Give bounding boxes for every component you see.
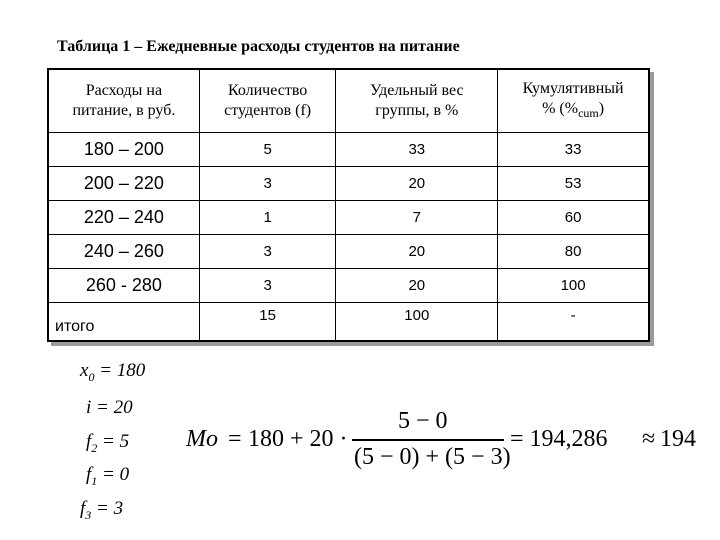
- table-cell: 3: [199, 269, 336, 303]
- table-cell: 7: [336, 201, 498, 235]
- table-cell: 200 – 220: [48, 167, 199, 201]
- formula-result: 194: [660, 426, 696, 452]
- formula-denominator: (5 − 0) + (5 − 3): [354, 444, 511, 470]
- table-row: [48, 235, 649, 269]
- param-f2: $f_2 = 5$: [86, 431, 130, 455]
- expenses-table: [47, 68, 650, 342]
- table-row-total: [48, 303, 649, 342]
- table-header-row: [48, 69, 649, 133]
- param-i: i = 20: [86, 397, 133, 418]
- formula-equals: =: [228, 426, 242, 452]
- param-f1: $f_1 = 0$: [86, 464, 130, 488]
- header-cell-share: Удельный вес группы, в %: [336, 69, 498, 133]
- header-cell-count: Количество студентов (f): [199, 69, 336, 133]
- table-cell: 80: [498, 235, 649, 269]
- table-row: [48, 201, 649, 235]
- table-cell: 3: [199, 235, 336, 269]
- table-cell: -: [498, 303, 649, 342]
- table-cell-total-label: итого: [48, 303, 199, 342]
- table-cell: 20: [336, 269, 498, 303]
- formula-lhs: Mo: [186, 426, 218, 452]
- table-cell: 220 – 240: [48, 201, 199, 235]
- table-row: [48, 133, 649, 167]
- table-cell: 1: [199, 201, 336, 235]
- mode-formula: [186, 408, 706, 478]
- formula-base: 180 + 20 ·: [248, 426, 348, 452]
- table-cell: 5: [199, 133, 336, 167]
- table-cell: 60: [498, 201, 649, 235]
- table-caption: Таблица 1 – Ежедневные расходы студентов на питание: [57, 38, 460, 55]
- table-row: [48, 269, 649, 303]
- param-f3: $f_3 = 3$: [80, 498, 124, 522]
- table-cell: 53: [498, 167, 649, 201]
- table-cell: 240 – 260: [48, 235, 199, 269]
- table-cell: 20: [336, 167, 498, 201]
- fraction-bar: [352, 439, 504, 441]
- formula-result-exact: = 194,286: [510, 426, 608, 452]
- param-x0: $x_0 = 180$: [80, 360, 146, 384]
- formula-approx: ≈: [642, 426, 656, 452]
- table-row: [48, 167, 649, 201]
- header-cell-cumulative: Кумулятивный % $(\%_{cum})$: [498, 69, 649, 133]
- table-cell: 33: [336, 133, 498, 167]
- table-cell: 3: [199, 167, 336, 201]
- header-cell-expenses: Расходы на питание, в руб.: [48, 69, 199, 133]
- table-cell: 100: [498, 269, 649, 303]
- table-cell: 260 - 280: [48, 269, 199, 303]
- formula-numerator: 5 − 0: [398, 408, 448, 434]
- table-cell: 20: [336, 235, 498, 269]
- table-cell: 15: [199, 303, 336, 342]
- table-cell: 33: [498, 133, 649, 167]
- table-cell: 100: [336, 303, 498, 342]
- table-cell: 180 – 200: [48, 133, 199, 167]
